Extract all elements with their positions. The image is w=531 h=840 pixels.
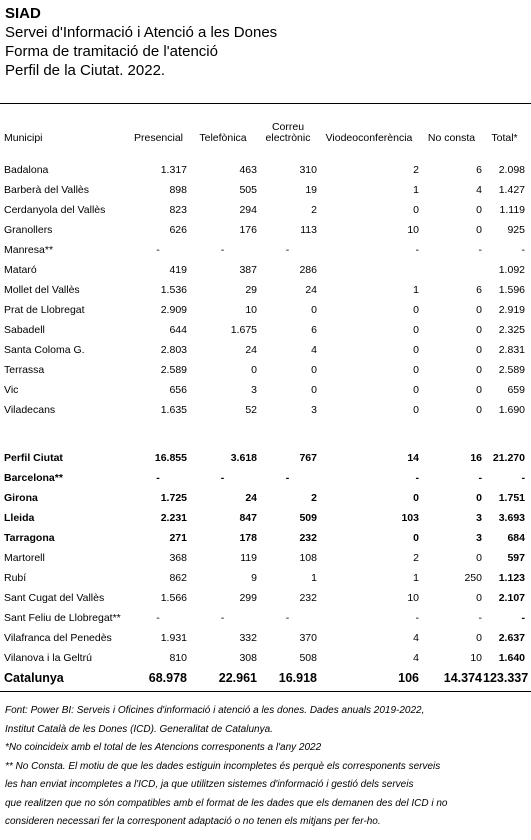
cell-total: 2.637 bbox=[498, 632, 525, 644]
cell-videoconferencia: 1 bbox=[413, 284, 419, 296]
report-title: SIAD bbox=[5, 5, 41, 22]
spacer-cell bbox=[0, 146, 526, 160]
cell-telefonica: 847 bbox=[239, 512, 257, 524]
footnote-no-consta-2: les han enviat incompletes a l'ICD, ja que utilitzen sistemes d'informació i gestió dels serveis bbox=[5, 779, 414, 790]
cell-telefonica: 294 bbox=[239, 204, 257, 216]
cell-telefonica: 24 bbox=[245, 492, 257, 504]
cell-municipi: Badalona bbox=[4, 164, 49, 176]
cell-total: 1.123 bbox=[498, 572, 525, 584]
footnote-no-consta-4: consideren necessari fer la corresponent adaptació o no tenen els mitjans per fer-ho. bbox=[5, 816, 381, 827]
cell-municipi: Barcelona** bbox=[4, 472, 63, 484]
cell-municipi: Manresa** bbox=[4, 244, 54, 256]
cell-correu: 2 bbox=[311, 204, 317, 216]
cell-correu: 509 bbox=[299, 512, 317, 524]
cell-telefonica: 22.961 bbox=[218, 671, 257, 685]
bottom-divider bbox=[0, 691, 531, 692]
cell-videoconferencia: 0 bbox=[413, 404, 419, 416]
table-row bbox=[0, 648, 526, 668]
table-row bbox=[0, 180, 526, 200]
cell-correu: 113 bbox=[300, 224, 317, 236]
cell-no-consta: 10 bbox=[470, 652, 482, 664]
cell-videoconferencia bbox=[318, 260, 420, 280]
cell-no-consta: - bbox=[478, 472, 482, 484]
table-row bbox=[0, 240, 526, 260]
table-row bbox=[0, 300, 526, 320]
col-header-correu-line2: electrònic bbox=[265, 132, 311, 144]
cell-presencial: 644 bbox=[169, 324, 187, 336]
cell-municipi: Viladecans bbox=[4, 404, 56, 416]
cell-presencial: - bbox=[156, 472, 160, 484]
cell-correu: 16.918 bbox=[278, 671, 317, 685]
cell-videoconferencia: - bbox=[415, 472, 419, 484]
cell-telefonica: 9 bbox=[251, 572, 257, 584]
cell-no-consta bbox=[420, 260, 483, 280]
cell-total: 2.589 bbox=[498, 364, 525, 376]
cell-no-consta: 0 bbox=[476, 492, 482, 504]
cell-presencial: 1.931 bbox=[160, 632, 187, 644]
report-subtitle-service: Servei d'Informació i Atenció a les Dones bbox=[5, 24, 278, 41]
cell-videoconferencia: 10 bbox=[407, 592, 419, 604]
cell-municipi: Cerdanyola del Vallès bbox=[4, 204, 106, 216]
cell-no-consta: - bbox=[478, 244, 482, 256]
cell-telefonica: 308 bbox=[239, 652, 257, 664]
cell-presencial: 862 bbox=[169, 572, 187, 584]
cell-no-consta: 0 bbox=[476, 324, 482, 336]
cell-correu: - bbox=[285, 244, 290, 256]
table-row bbox=[0, 360, 526, 380]
cell-municipi: Barberà del Vallès bbox=[4, 184, 90, 196]
cell-no-consta: 0 bbox=[476, 344, 482, 356]
cell-correu: 286 bbox=[299, 264, 317, 276]
cell-municipi: Sabadell bbox=[4, 324, 45, 336]
footnote-total: *No coincideix amb el total de les Atencions corresponents a l'any 2022 bbox=[5, 742, 322, 753]
cell-municipi: Santa Coloma G. bbox=[4, 344, 85, 356]
cell-presencial: 271 bbox=[169, 532, 187, 544]
cell-telefonica: 1.675 bbox=[230, 324, 257, 336]
cell-videoconferencia: 0 bbox=[413, 304, 419, 316]
cell-presencial: 16.855 bbox=[154, 452, 187, 464]
cell-correu: 508 bbox=[299, 652, 317, 664]
cell-municipi: Catalunya bbox=[4, 671, 64, 685]
cell-presencial: 1.566 bbox=[160, 592, 187, 604]
col-header-telefonica: Telefònica bbox=[199, 132, 247, 144]
col-header-videoconferencia: Viodeoconferència bbox=[325, 132, 413, 144]
cell-municipi: Vic bbox=[4, 384, 19, 396]
table-row bbox=[0, 220, 526, 240]
cell-total: 3.693 bbox=[498, 512, 525, 524]
cell-correu: 3 bbox=[311, 404, 317, 416]
cell-telefonica: 463 bbox=[239, 164, 257, 176]
cell-correu: 310 bbox=[299, 164, 317, 176]
cell-telefonica: 119 bbox=[240, 552, 257, 564]
cell-correu: 232 bbox=[299, 592, 317, 604]
cell-telefonica: 387 bbox=[239, 264, 257, 276]
cell-total: 684 bbox=[507, 532, 525, 544]
cell-presencial: 68.978 bbox=[148, 671, 187, 685]
cell-telefonica: 24 bbox=[245, 344, 257, 356]
cell-municipi: Granollers bbox=[4, 224, 53, 236]
col-header-correu-line1: Correu bbox=[271, 121, 305, 133]
cell-no-consta: 0 bbox=[476, 304, 482, 316]
cell-total: 1.119 bbox=[499, 204, 525, 216]
cell-correu: 232 bbox=[299, 532, 317, 544]
cell-telefonica: 299 bbox=[239, 592, 257, 604]
table-row bbox=[0, 320, 526, 340]
footnote-no-consta-3: que realitzen que no són compatibles amb el format de les dades que els demanen des del ICD i no bbox=[5, 797, 448, 809]
report-header bbox=[5, 4, 277, 80]
cell-municipi: Rubí bbox=[4, 572, 27, 584]
cell-correu: - bbox=[285, 472, 290, 484]
table-row bbox=[0, 628, 526, 648]
cell-no-consta: 0 bbox=[476, 592, 482, 604]
cell-presencial: 626 bbox=[169, 224, 187, 236]
cell-no-consta: 0 bbox=[476, 404, 482, 416]
cell-no-consta: 0 bbox=[476, 204, 482, 216]
attention-table bbox=[0, 110, 529, 688]
cell-videoconferencia: 0 bbox=[413, 532, 419, 544]
cell-presencial: 810 bbox=[169, 652, 187, 664]
cell-telefonica: 332 bbox=[239, 632, 257, 644]
table-row bbox=[0, 528, 526, 548]
cell-no-consta: 250 bbox=[464, 572, 482, 584]
table-row bbox=[0, 468, 526, 488]
cell-correu: 6 bbox=[311, 324, 317, 336]
cell-presencial: 898 bbox=[169, 184, 187, 196]
footnote-source-2: Institut Català de les Dones (ICD). Generalitat de Catalunya. bbox=[5, 723, 273, 735]
table-row bbox=[0, 508, 526, 528]
cell-no-consta: 0 bbox=[476, 632, 482, 644]
cell-presencial: - bbox=[156, 244, 160, 256]
cell-total: 1.690 bbox=[498, 404, 525, 416]
footnote-no-consta-1: ** No Consta. El motiu de que les dades estiguin incompletes és perquè els corresponents serveis bbox=[5, 760, 441, 772]
table-row bbox=[0, 568, 526, 588]
cell-videoconferencia: 106 bbox=[398, 671, 419, 685]
cell-correu: 19 bbox=[305, 184, 317, 196]
cell-municipi: Lleida bbox=[4, 512, 35, 524]
cell-total: 2.919 bbox=[498, 304, 525, 316]
cell-total: - bbox=[521, 612, 525, 624]
cell-videoconferencia: 0 bbox=[413, 364, 419, 376]
cell-presencial: 2.909 bbox=[160, 304, 187, 316]
cell-correu: 0 bbox=[311, 364, 317, 376]
cell-correu: 4 bbox=[311, 344, 317, 356]
table-row bbox=[0, 608, 526, 628]
cell-telefonica: 0 bbox=[251, 364, 257, 376]
cell-total: 925 bbox=[507, 224, 525, 236]
cell-no-consta: 14.374 bbox=[443, 671, 482, 685]
cell-municipi: Mataró bbox=[4, 264, 37, 276]
cell-correu: 24 bbox=[305, 284, 317, 296]
col-header-presencial: Presencial bbox=[133, 132, 184, 144]
cell-videoconferencia: 103 bbox=[401, 512, 419, 524]
table-header-row bbox=[0, 110, 526, 146]
cell-videoconferencia: 0 bbox=[413, 324, 419, 336]
catalunya-total-row bbox=[0, 668, 526, 688]
col-header-total: Total* bbox=[491, 132, 518, 144]
cell-videoconferencia: - bbox=[415, 244, 419, 256]
cell-presencial: 656 bbox=[169, 384, 187, 396]
cell-total: 597 bbox=[507, 552, 525, 564]
cell-total: 1.092 bbox=[498, 264, 525, 276]
cell-presencial: 2.231 bbox=[160, 512, 187, 524]
cell-total: 2.325 bbox=[498, 324, 525, 336]
table-row bbox=[0, 160, 526, 180]
cell-correu: 767 bbox=[299, 452, 317, 464]
cell-total: 2.098 bbox=[498, 164, 525, 176]
cell-telefonica: - bbox=[220, 244, 225, 256]
cell-presencial: 823 bbox=[169, 204, 187, 216]
cell-total: 1.427 bbox=[498, 184, 525, 196]
cell-videoconferencia: 10 bbox=[407, 224, 419, 236]
cell-municipi: Vilanova i la Geltrú bbox=[4, 652, 92, 664]
cell-no-consta: 0 bbox=[476, 552, 482, 564]
cell-no-consta: 0 bbox=[476, 224, 482, 236]
perfil-ciutat-row bbox=[0, 448, 526, 468]
col-header-no-consta: No consta bbox=[427, 132, 476, 144]
cell-total: 123.337 bbox=[483, 671, 529, 685]
cell-videoconferencia: 4 bbox=[413, 652, 419, 664]
cell-videoconferencia: 14 bbox=[407, 452, 419, 464]
cell-correu: 0 bbox=[311, 384, 317, 396]
cell-total: 659 bbox=[507, 384, 525, 396]
cell-videoconferencia: 0 bbox=[413, 204, 419, 216]
footnotes bbox=[5, 702, 527, 832]
cell-no-consta: 6 bbox=[476, 164, 482, 176]
cell-correu: 108 bbox=[299, 552, 317, 564]
cell-municipi: Terrassa bbox=[4, 364, 45, 376]
spacer-cell bbox=[0, 434, 526, 448]
col-header-correu bbox=[258, 110, 318, 146]
cell-telefonica: 178 bbox=[239, 532, 257, 544]
cell-telefonica: 10 bbox=[245, 304, 257, 316]
cell-videoconferencia: 1 bbox=[413, 184, 419, 196]
cell-total: 1.640 bbox=[498, 652, 525, 664]
cell-municipi: Girona bbox=[4, 492, 38, 504]
cell-presencial: 419 bbox=[169, 264, 187, 276]
cell-videoconferencia: 4 bbox=[413, 632, 419, 644]
table-row bbox=[0, 548, 526, 568]
cell-municipi: Tarragona bbox=[4, 532, 55, 544]
table-row bbox=[0, 340, 526, 360]
table-row bbox=[0, 380, 526, 400]
spacer-row bbox=[0, 434, 526, 448]
cell-no-consta: 6 bbox=[476, 284, 482, 296]
cell-correu: 2 bbox=[311, 492, 317, 504]
cell-total: - bbox=[521, 244, 525, 256]
cell-correu: 1 bbox=[311, 572, 317, 584]
spacer-cell bbox=[0, 420, 526, 434]
cell-videoconferencia: 1 bbox=[413, 572, 419, 584]
cell-videoconferencia: 0 bbox=[413, 492, 419, 504]
table-row bbox=[0, 200, 526, 220]
cell-correu: 370 bbox=[299, 632, 317, 644]
cell-presencial: 1.725 bbox=[160, 492, 187, 504]
cell-municipi: Perfil Ciutat bbox=[4, 452, 63, 464]
cell-no-consta: 16 bbox=[470, 452, 482, 464]
cell-municipi: Martorell bbox=[4, 552, 45, 564]
top-divider bbox=[0, 103, 531, 104]
cell-municipi: Vilafranca del Penedès bbox=[4, 632, 112, 644]
cell-telefonica: 29 bbox=[245, 284, 257, 296]
cell-telefonica: 505 bbox=[239, 184, 257, 196]
cell-telefonica: 3 bbox=[251, 384, 257, 396]
cell-total: - bbox=[521, 472, 525, 484]
cell-presencial: 2.803 bbox=[160, 344, 187, 356]
table-row bbox=[0, 280, 526, 300]
cell-municipi: Sant Feliu de Llobregat** bbox=[4, 612, 121, 624]
cell-telefonica: 52 bbox=[245, 404, 257, 416]
cell-videoconferencia: 2 bbox=[413, 164, 419, 176]
cell-municipi: Sant Cugat del Vallès bbox=[4, 592, 105, 604]
spacer-row bbox=[0, 420, 526, 434]
cell-videoconferencia: - bbox=[415, 612, 419, 624]
cell-telefonica: - bbox=[220, 612, 225, 624]
cell-municipi: Mollet del Vallès bbox=[4, 284, 80, 296]
cell-no-consta: 0 bbox=[476, 364, 482, 376]
cell-municipi: Prat de Llobregat bbox=[4, 304, 85, 316]
table-row bbox=[0, 260, 526, 280]
cell-no-consta: 3 bbox=[476, 532, 482, 544]
cell-videoconferencia: 0 bbox=[413, 384, 419, 396]
cell-no-consta: 3 bbox=[476, 512, 482, 524]
table-row bbox=[0, 588, 526, 608]
cell-total: 1.596 bbox=[498, 284, 525, 296]
cell-telefonica: 3.618 bbox=[230, 452, 257, 464]
cell-videoconferencia: 2 bbox=[413, 552, 419, 564]
cell-presencial: 1.536 bbox=[160, 284, 187, 296]
cell-presencial: 1.317 bbox=[160, 164, 187, 176]
cell-presencial: 1.635 bbox=[160, 404, 187, 416]
report-subtitle-profile: Perfil de la Ciutat. 2022. bbox=[5, 62, 166, 79]
cell-total: 2.107 bbox=[498, 592, 525, 604]
cell-total: 1.751 bbox=[498, 492, 525, 504]
table-row bbox=[0, 400, 526, 420]
cell-no-consta: 0 bbox=[476, 384, 482, 396]
col-header-municipi: Municipi bbox=[4, 132, 43, 144]
cell-videoconferencia: 0 bbox=[413, 344, 419, 356]
cell-total: 2.831 bbox=[498, 344, 525, 356]
cell-presencial: 2.589 bbox=[160, 364, 187, 376]
table-row bbox=[0, 488, 526, 508]
spacer-row bbox=[0, 146, 526, 160]
cell-telefonica: 176 bbox=[239, 224, 257, 236]
cell-correu: 0 bbox=[311, 304, 317, 316]
footnote-source-1: Font: Power BI: Serveis i Oficines d'informació i atenció a les dones. Dades anuals 2019-2022, bbox=[5, 705, 425, 716]
cell-presencial: 368 bbox=[169, 552, 187, 564]
cell-telefonica: - bbox=[220, 472, 225, 484]
cell-total: 21.270 bbox=[492, 452, 525, 464]
cell-no-consta: 4 bbox=[476, 184, 482, 196]
report-subtitle-form: Forma de tramitació de l'atenció bbox=[5, 43, 218, 60]
cell-no-consta: - bbox=[478, 612, 482, 624]
cell-correu: - bbox=[285, 612, 290, 624]
cell-presencial: - bbox=[156, 612, 160, 624]
